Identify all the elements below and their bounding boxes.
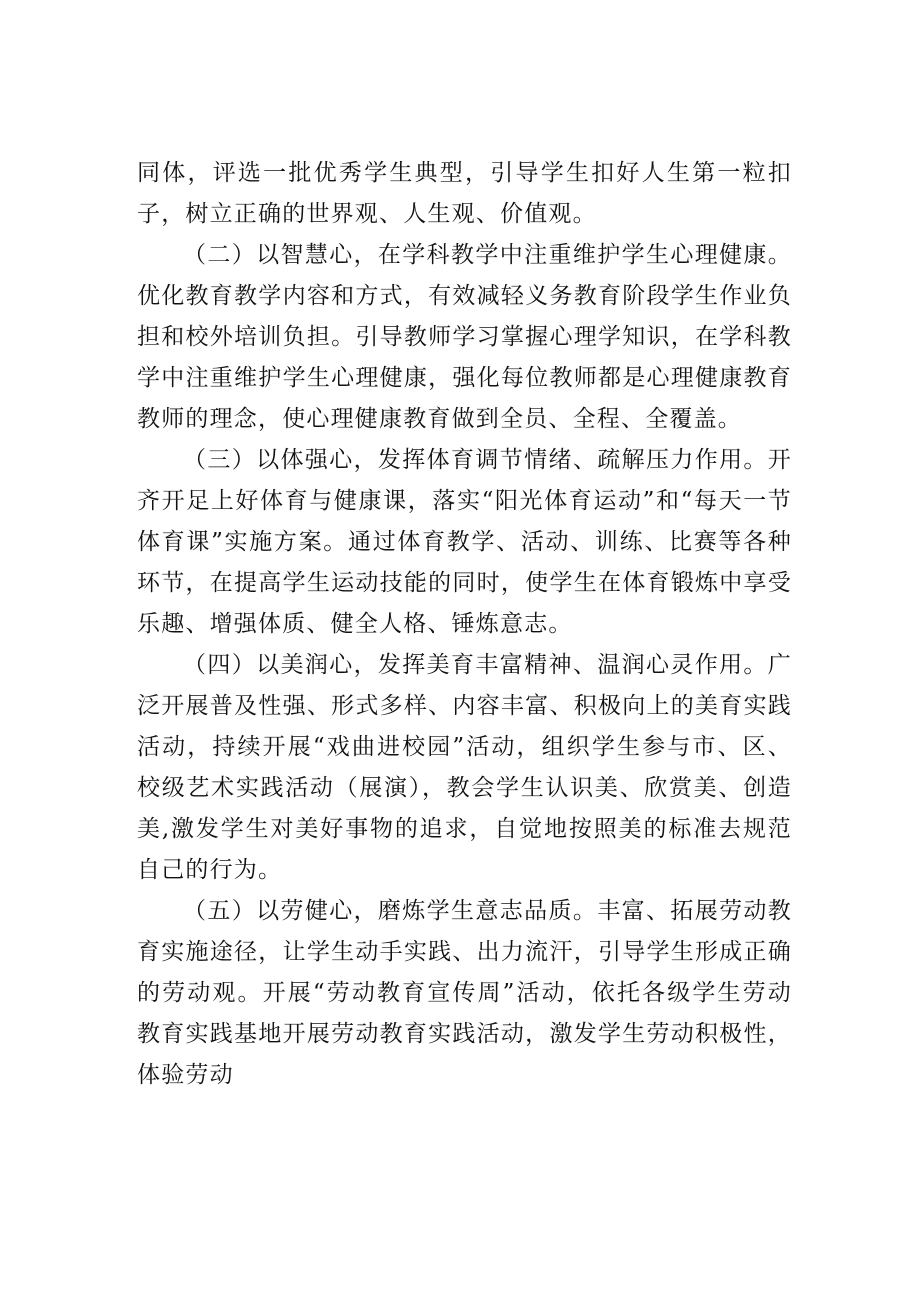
paragraph-section-2: （二）以智慧心，在学科教学中注重维护学生心理健康。优化教育教学内容和方式，有效减轻义务教育阶段学生作业负担和校外培训负担。引导教师学习掌握心理学知识，在学科教学中注重维护学生心理健康，强化每位教师都是心理健康教育教师的理念，使心理健康教育做到全员、全程、全覆盖。 xyxy=(137,242,792,432)
paragraph-section-5: （五）以劳健心，磨炼学生意志品质。丰富、拓展劳动教育实施途径，让学生动手实践、出力流汗，引导学生形成正确的劳动观。开展“劳动教育宣传周”活动，依托各级学生劳动教育实践基地开展劳动教育实践活动，激发学生劳动积极性，体验劳动 xyxy=(137,898,792,1088)
paragraph-section-3: （三）以体强心，发挥体育调节情绪、疏解压力作用。开齐开足上好体育与健康课，落实“阳光体育运动”和“每天一节体育课”实施方案。通过体育教学、活动、训练、比赛等各种环节，在提高学生运动技能的同时，使学生在体育锻炼中享受乐趣、增强体质、健全人格、锤炼意志。 xyxy=(137,447,792,637)
paragraph-section-4: （四）以美润心，发挥美育丰富精神、温润心灵作用。广泛开展普及性强、形式多样、内容丰富、积极向上的美育实践活动，持续开展“戏曲进校园”活动，组织学生参与市、区、校级艺术实践活动（展演），教会学生认识美、欣赏美、创造美,激发学生对美好事物的追求，自觉地按照美的标准去规范自己的行为。 xyxy=(137,652,792,883)
document-body xyxy=(137,153,792,1096)
paragraph-continuation: 同体，评选一批优秀学生典型，引导学生扣好人生第一粒扣子，树立正确的世界观、人生观、价值观。 xyxy=(137,160,792,227)
